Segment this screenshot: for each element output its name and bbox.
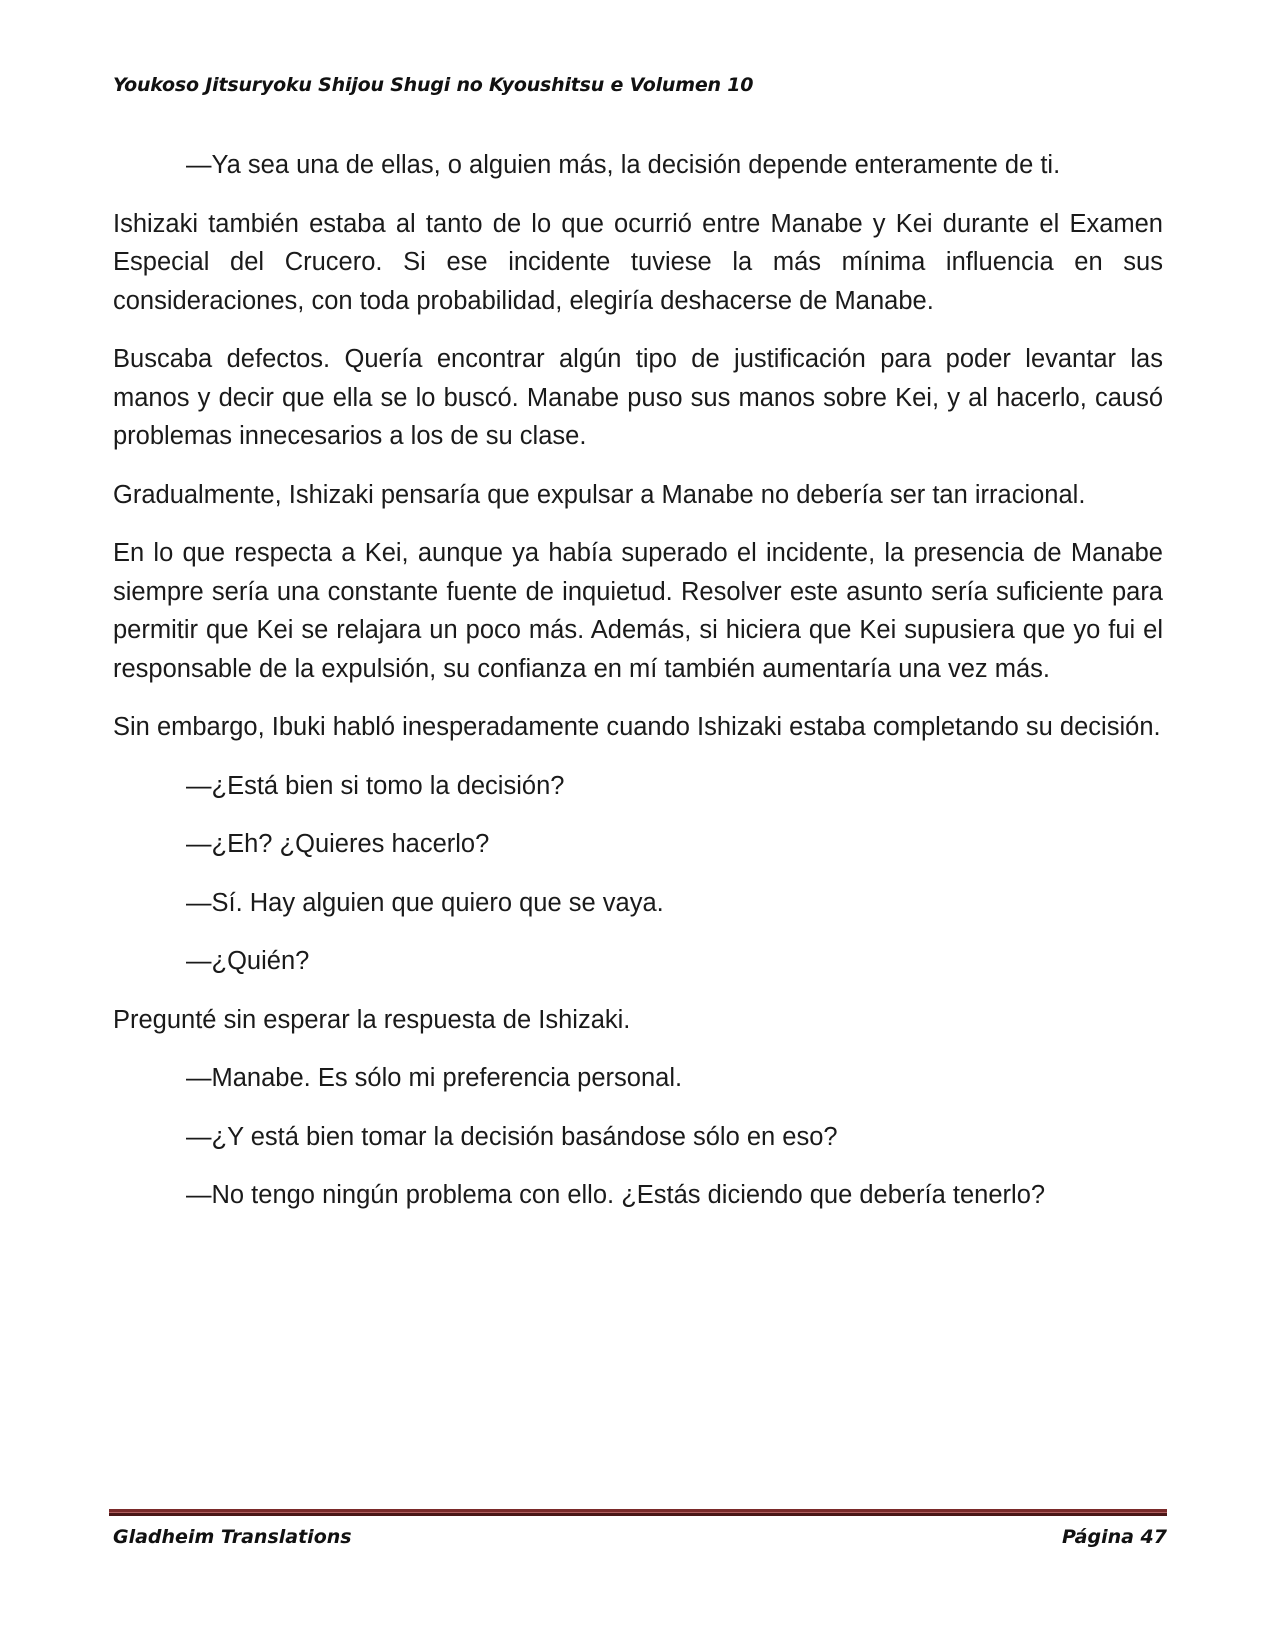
footer-credit: Gladheim Translations xyxy=(113,1526,352,1548)
dialog-line: —Sí. Hay alguien que quiero que se vaya. xyxy=(186,888,664,917)
narration-paragraph: Ishizaki también estaba al tanto de lo que ocurrió entre Manabe y Kei durante el Examen Especial del Crucero. Si ese incidente tuviese la más mínima influencia en sus consideraciones, con toda probabilidad, elegiría deshacerse de Manabe. xyxy=(113,209,1163,315)
dialog-line: —Manabe. Es sólo mi preferencia personal. xyxy=(186,1064,683,1092)
narration-paragraph: Sin embargo, Ibuki habló inesperadamente cuando Ishizaki estaba completando su decisión. xyxy=(113,713,1161,741)
page-number: Página 47 xyxy=(1061,1526,1167,1548)
dialog-line: —No tengo ningún problema con ello. ¿Estás diciendo que debería tenerlo? xyxy=(186,1181,1046,1209)
narration-paragraph: Gradualmente, Ishizaki pensaría que expulsar a Manabe no debería ser tan irracional. xyxy=(113,480,1086,509)
dialog-line: —¿Está bien si tomo la decisión? xyxy=(186,771,565,800)
narration-paragraph: En lo que respecta a Kei, aunque ya había superado el incidente, la presencia de Manabe siempre sería una constante fuente de inquietud. Resolver este asunto sería suficiente para permitir que Kei se relajara un poco más. Además, si hiciera que Kei supusiera que yo fui el responsable de la expulsión, su confianza en mí también aumentaría una vez más. xyxy=(113,539,1163,683)
narration-paragraph: Buscaba defectos. Quería encontrar algún tipo de justificación para poder levantar las manos y decir que ella se lo buscó. Manabe puso sus manos sobre Kei, y al hacerlo, causó problemas innecesarios a los de su clase. xyxy=(113,345,1163,450)
page-body xyxy=(113,146,1163,1235)
dialog-line: —¿Eh? ¿Quieres hacerlo? xyxy=(186,830,490,858)
dialog-line: —¿Y está bien tomar la decisión basándose sólo en eso? xyxy=(186,1122,838,1151)
dialog-line: —¿Quién? xyxy=(186,947,310,975)
footer-divider xyxy=(109,1509,1167,1516)
narration-paragraph: Pregunté sin esperar la respuesta de Ishizaki. xyxy=(113,1005,631,1034)
page-header-title: Youkoso Jitsuryoku Shijou Shugi no Kyoushitsu e Volumen 10 xyxy=(113,74,754,96)
dialog-line: —Ya sea una de ellas, o alguien más, la decisión depende enteramente de ti. xyxy=(186,151,1061,179)
